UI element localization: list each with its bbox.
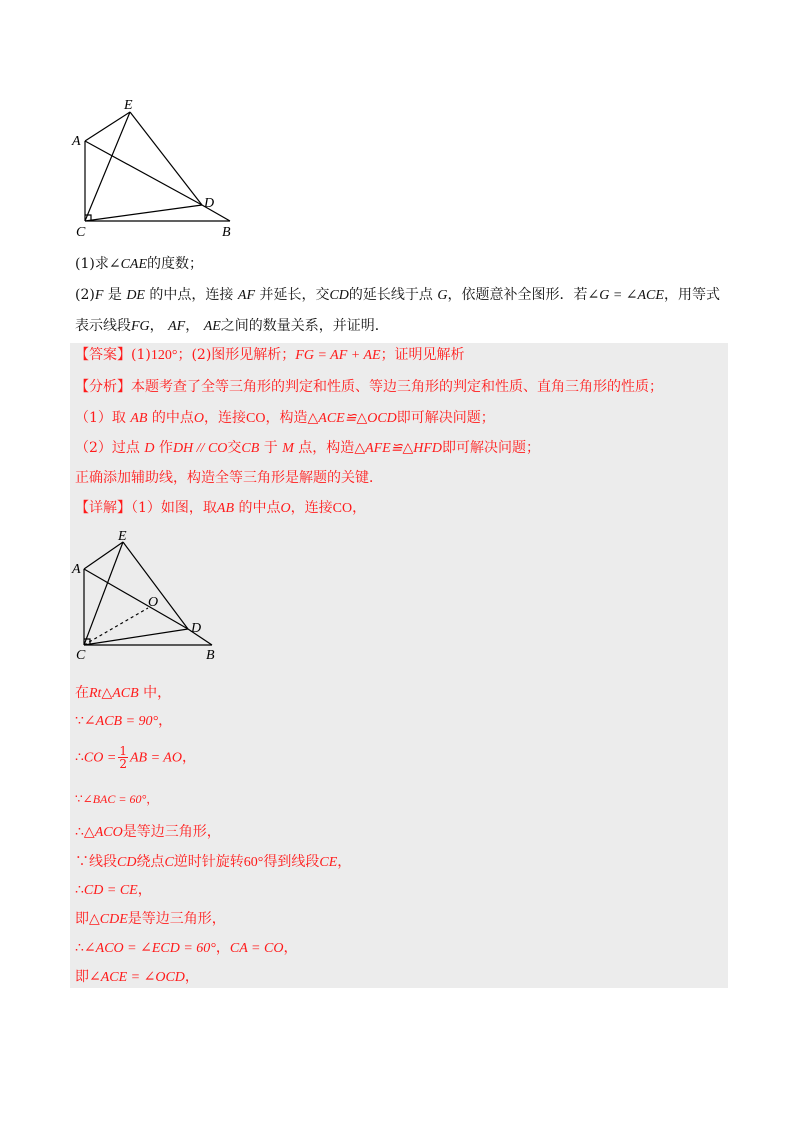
- analysis-step-2: [75, 438, 540, 459]
- proof-ce: CE: [319, 855, 338, 870]
- analysis-text: （1）取: [75, 410, 131, 426]
- proof-text: 即: [75, 911, 89, 927]
- analysis-text: ，构造: [265, 410, 308, 426]
- question-2-line-2: [75, 316, 389, 337]
- answer-line: [75, 345, 465, 366]
- proof-text: ，: [137, 882, 152, 898]
- proof-cd: CD: [117, 855, 137, 870]
- analysis-text: 交: [227, 440, 242, 456]
- detail-co: CO: [332, 501, 353, 516]
- proof-line-1: [75, 683, 171, 704]
- analysis-line: [75, 377, 663, 397]
- proof-text: 是等边三角形，: [127, 911, 226, 927]
- q2-text: ，依题意补全图形．若: [447, 287, 588, 303]
- proof-text: ∵线段: [75, 854, 117, 870]
- label-d: D: [191, 621, 202, 636]
- proof-text: 在: [75, 685, 89, 701]
- analysis-text: 于: [259, 440, 283, 456]
- q2-ae: AE: [203, 319, 221, 334]
- analysis-step-3: [75, 468, 383, 488]
- proof-text: ，: [337, 854, 352, 870]
- q1-angle: ∠CAE: [108, 257, 148, 272]
- label-c: C: [76, 648, 86, 663]
- therefore-symbol: ∴: [75, 882, 84, 898]
- answer-equation: FG = AF + AE: [295, 348, 381, 363]
- segment-co-dashed: [84, 608, 148, 645]
- therefore-symbol: ∴: [75, 749, 84, 766]
- analysis-co: CO: [246, 411, 266, 426]
- proof-expr: CD = CE: [83, 883, 138, 898]
- proof-text: 逆时针旋转: [173, 854, 244, 870]
- q2-text: 的延长线于点: [348, 287, 438, 303]
- proof-text: ，: [158, 713, 173, 729]
- detail-ab: AB: [216, 501, 235, 516]
- therefore-symbol: ∴: [75, 940, 84, 956]
- q2-text: 表示线段: [75, 318, 131, 334]
- q1-prefix: (1)求: [75, 256, 109, 272]
- figure-1-diagram: [70, 95, 240, 240]
- analysis-text: 的中点: [147, 410, 194, 426]
- label-e: E: [118, 529, 127, 544]
- q2-text: ，: [185, 318, 204, 334]
- answer-text: (1): [131, 347, 151, 363]
- q2-num: (2): [75, 287, 95, 303]
- proof-text: 是等边三角形，: [122, 824, 221, 840]
- proof-text: 中，: [138, 685, 172, 701]
- fraction-numerator: 1: [119, 744, 127, 758]
- question-1: [75, 254, 203, 275]
- proof-expr: ∠BAC = 60°: [82, 792, 147, 806]
- analysis-m: M: [282, 441, 294, 456]
- proof-text: ，: [181, 749, 196, 766]
- q2-af: AF: [237, 288, 255, 303]
- analysis-d: D: [144, 441, 155, 456]
- analysis-cb: CB: [241, 441, 260, 456]
- proof-line-6: [75, 852, 351, 873]
- label-b: B: [222, 225, 231, 240]
- segment-ae: [84, 542, 123, 569]
- analysis-text: 即可解决问题；: [396, 410, 495, 426]
- segment-ae: [85, 112, 130, 141]
- q2-text: ，用等式: [663, 287, 720, 303]
- analysis-o: O: [193, 411, 205, 426]
- proof-text: ，: [283, 940, 298, 956]
- analysis-text: 本题考查了全等三角形的判定和性质、等边三角形的判定和性质、直角三角形的性质；: [131, 379, 663, 395]
- segment-ed: [123, 542, 188, 629]
- question-2-line-1: [75, 285, 720, 306]
- proof-line-5: [75, 822, 221, 843]
- detail-text: ，: [352, 500, 367, 516]
- analysis-congruence: △AFE≌△HFD: [354, 441, 443, 456]
- proof-triangle: Rt△ACB: [89, 686, 139, 701]
- label-d: D: [204, 196, 215, 211]
- answer-text: ；(2)图形见解析；: [177, 347, 296, 363]
- proof-line-7: [75, 880, 152, 901]
- because-symbol: ∵: [75, 713, 84, 729]
- answer-angle: 120°: [150, 348, 178, 363]
- answer-tag: 【答案】: [75, 347, 131, 363]
- proof-text: 得到线段: [263, 854, 320, 870]
- proof-expr: ∠ACE = ∠OCD: [89, 970, 185, 985]
- q2-f: F: [94, 288, 104, 303]
- detail-o: O: [280, 501, 291, 516]
- proof-line-9: [75, 938, 297, 959]
- proof-expr: ∠ACO = ∠ECD = 60°: [83, 941, 216, 956]
- detail-line: [75, 498, 366, 519]
- q2-text: 是: [103, 287, 127, 303]
- analysis-tag: 【分析】: [75, 379, 131, 395]
- figure-2: [70, 528, 235, 663]
- segment-cd: [85, 205, 202, 221]
- q1-suffix: 的度数；: [147, 256, 204, 272]
- detail-text: 的中点: [234, 500, 281, 516]
- label-a: A: [72, 134, 81, 149]
- proof-text: 绕点: [136, 854, 165, 870]
- analysis-text: ，连接: [204, 410, 247, 426]
- proof-text: ，: [146, 792, 159, 806]
- q2-text: 之间的数量关系，并证明．: [220, 318, 389, 334]
- because-symbol: ∵: [75, 792, 83, 806]
- proof-expr: AB = AO: [129, 750, 182, 766]
- answer-text: ；证明见解析: [380, 347, 465, 363]
- proof-expr: ∠ACB = 90°: [83, 714, 159, 729]
- label-c: C: [76, 225, 86, 240]
- proof-text: 即: [75, 969, 89, 985]
- proof-text: ，: [215, 940, 230, 956]
- segment-ce: [85, 112, 130, 221]
- proof-expr: CO =: [83, 750, 117, 766]
- analysis-text: 即可解决问题；: [442, 440, 541, 456]
- q2-g: G: [437, 288, 448, 303]
- segment-ce: [84, 542, 123, 645]
- label-e: E: [124, 98, 133, 113]
- q2-fg: FG: [131, 319, 150, 334]
- analysis-step-1: [75, 408, 495, 429]
- detail-tag: 【详解】: [75, 500, 131, 516]
- figure-1: [70, 95, 240, 240]
- segment-cd: [84, 629, 188, 645]
- proof-line-3: [75, 745, 196, 770]
- q2-af: AF: [168, 319, 186, 334]
- proof-triangle: △CDE: [89, 912, 128, 927]
- fraction-denominator: 2: [119, 757, 127, 771]
- proof-degree: 60°: [243, 855, 264, 870]
- detail-text: ，连接: [290, 500, 333, 516]
- analysis-ab: AB: [130, 411, 148, 426]
- proof-line-8: [75, 909, 226, 930]
- q2-text: ，: [149, 318, 169, 334]
- proof-triangle: △ACO: [83, 825, 123, 840]
- q2-de: DE: [126, 288, 145, 303]
- q2-condition: ∠G = ∠ACE: [587, 288, 664, 303]
- analysis-parallel: DH // CO: [172, 441, 228, 456]
- analysis-text: 点，构造: [293, 440, 355, 456]
- segment-ad: [84, 569, 188, 629]
- proof-c: C: [164, 855, 174, 870]
- label-o: O: [148, 595, 159, 610]
- proof-line-10: [75, 967, 199, 988]
- figure-2-diagram: [70, 528, 235, 663]
- segment-ed: [130, 112, 202, 205]
- analysis-text: （2）过点: [75, 440, 145, 456]
- therefore-symbol: ∴: [75, 824, 84, 840]
- proof-text: ，: [184, 969, 199, 985]
- label-a: A: [72, 562, 81, 577]
- detail-text: （1）如图，取: [131, 500, 217, 516]
- segment-ad: [85, 141, 202, 205]
- label-b: B: [206, 648, 215, 663]
- analysis-text: 正确添加辅助线，构造全等三角形是解题的关键．: [75, 470, 383, 486]
- fraction-one-half: [118, 745, 128, 770]
- analysis-text: 作: [154, 440, 173, 456]
- q2-cd: CD: [329, 288, 349, 303]
- q2-text: 并延长，交: [255, 287, 330, 303]
- proof-line-4: [75, 789, 158, 809]
- proof-line-2: [75, 711, 172, 732]
- proof-expr: CA = CO: [229, 941, 284, 956]
- analysis-congruence: △ACE≌△OCD: [307, 411, 397, 426]
- q2-text: 的中点，连接: [144, 287, 238, 303]
